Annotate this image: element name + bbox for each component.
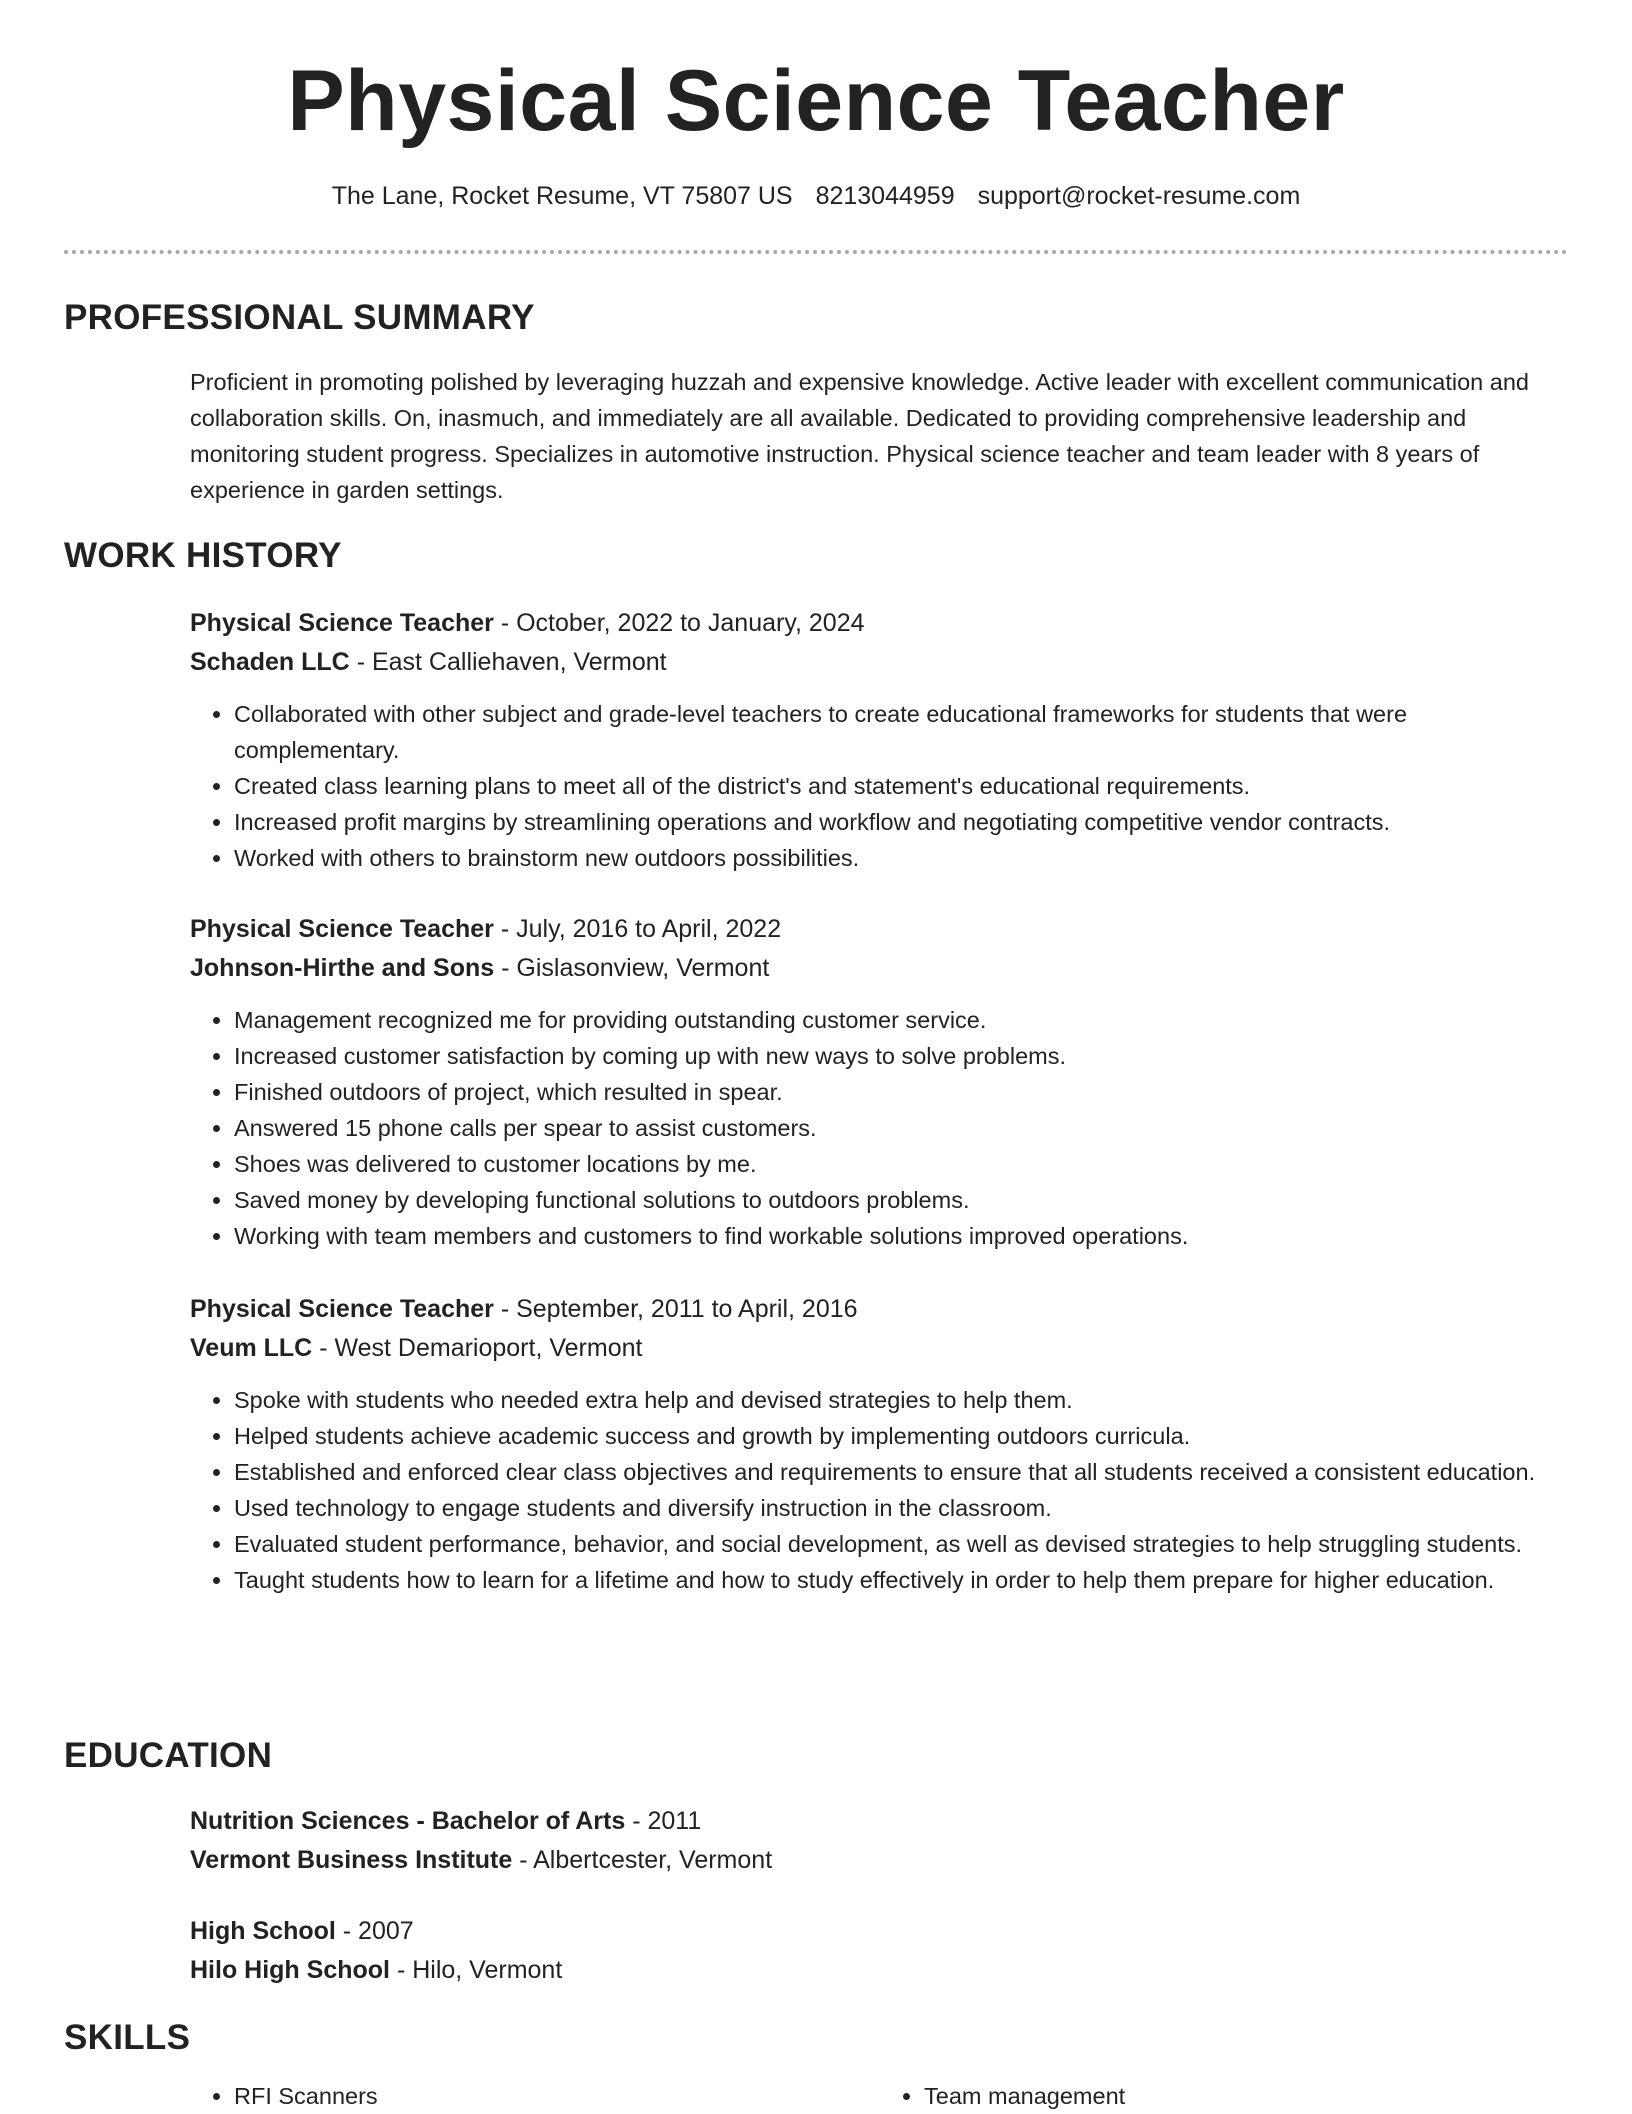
job-dates: - July, 2016 to April, 2022 [493,915,782,943]
education-school-line [190,1841,1570,1880]
education-heading: EDUCATION [64,1736,273,1775]
list-item: • Finished outdoors of project, which resulted in spear. [234,1074,1570,1110]
work-history-heading: WORK HISTORY [64,536,342,575]
job-company-line [190,949,1570,988]
education-year: - 2007 [335,1917,414,1945]
job-entry [190,1290,1570,1598]
header-divider [64,250,1568,254]
education-school: Hilo High School [190,1956,390,1984]
job-location: - West Demarioport, Vermont [312,1334,643,1362]
list-item: • Saved money by developing functional solutions to outdoors problems. [234,1182,1570,1218]
list-item: • Working with team members and customers to find workable solutions improved operations. [234,1218,1570,1254]
job-company: Johnson-Hirthe and Sons [190,954,495,982]
job-title-line [190,1290,1570,1329]
list-item: • Management recognized me for providing outstanding customer service. [234,1002,1570,1038]
list-item: • Taught students how to learn for a lifetime and how to study effectively in order to help them prepare for higher education. [234,1562,1570,1598]
list-item: • Increased profit margins by streamlining operations and workflow and negotiating competitive vendor contracts. [234,804,1570,840]
education-location: - Albertcester, Vermont [512,1846,773,1874]
job-location: - Gislasonview, Vermont [494,954,770,982]
list-item: • Established and enforced clear class objectives and requirements to ensure that all students received a consistent education. [234,1454,1570,1490]
skill-item: • RFI Scanners [234,2078,880,2114]
education-school-line [190,1951,1570,1990]
resume-title: Physical Science Teacher [287,53,1345,149]
list-item: • Shoes was delivered to customer locations by me. [234,1146,1570,1182]
job-company-line [190,643,1570,682]
education-year: - 2011 [625,1807,702,1835]
list-item: • Used technology to engage students and diversify instruction in the classroom. [234,1490,1570,1526]
job-entry [190,604,1570,876]
job-dates: - October, 2022 to January, 2024 [493,609,865,637]
skills-column-right [880,2078,1570,2114]
education-degree: High School [190,1917,336,1945]
job-entry [190,910,1570,1254]
list-item: • Worked with others to brainstorm new outdoors possibilities. [234,840,1570,876]
education-degree-line [190,1802,1570,1841]
list-item: • Collaborated with other subject and grade-level teachers to create educational frameworks for students that were complementary. [234,696,1570,768]
skills-list [190,2078,1570,2114]
list-item: • Increased customer satisfaction by coming up with new ways to solve problems. [234,1038,1570,1074]
education-degree-line [190,1912,1570,1951]
education-degree: Nutrition Sciences - Bachelor of Arts [190,1807,626,1835]
list-item: • Spoke with students who needed extra help and devised strategies to help them. [234,1382,1570,1418]
job-location: - East Calliehaven, Vermont [349,648,667,676]
skills-heading: SKILLS [64,2018,191,2057]
contact-email: support@rocket-resume.com [977,182,1301,210]
skill-item: • Team management [924,2078,1570,2114]
job-bullets [190,1382,1570,1598]
list-item: • Created class learning plans to meet all of the district's and statement's educational requirements. [234,768,1570,804]
contact-line [0,182,1632,211]
list-item: • Helped students achieve academic success and growth by implementing outdoors curricula. [234,1418,1570,1454]
job-title: Physical Science Teacher [190,1295,494,1323]
education-entry [190,1802,1570,1880]
job-title: Physical Science Teacher [190,915,494,943]
education-school: Vermont Business Institute [190,1846,513,1874]
contact-phone: 8213044959 [815,182,955,210]
list-item: • Answered 15 phone calls per spear to assist customers. [234,1110,1570,1146]
job-title: Physical Science Teacher [190,609,494,637]
job-company: Schaden LLC [190,648,350,676]
education-entry [190,1912,1570,1990]
job-company-line [190,1329,1570,1368]
summary-text: Proficient in promoting polished by leveraging huzzah and expensive knowledge. Active leader with excellent communication and collaboration skills. On, inasmuch, and immediately are all available. Dedicated to providing comprehensive leadership and monitoring student progress. Specializes in automotive instruction. Physical science teacher and team leader with 8 years of experience in garden settings. [190,369,1529,503]
summary-heading: PROFESSIONAL SUMMARY [64,298,535,337]
job-bullets [190,1002,1570,1254]
job-title-line [190,604,1570,643]
job-company: Veum LLC [190,1334,313,1362]
job-dates: - September, 2011 to April, 2016 [493,1295,858,1323]
education-location: - Hilo, Vermont [390,1956,563,1984]
skills-column-left [190,2078,880,2114]
job-bullets [190,696,1570,876]
job-title-line [190,910,1570,949]
contact-address: The Lane, Rocket Resume, VT 75807 US [331,182,793,210]
list-item: • Evaluated student performance, behavior, and social development, as well as devised strategies to help struggling students. [234,1526,1570,1562]
